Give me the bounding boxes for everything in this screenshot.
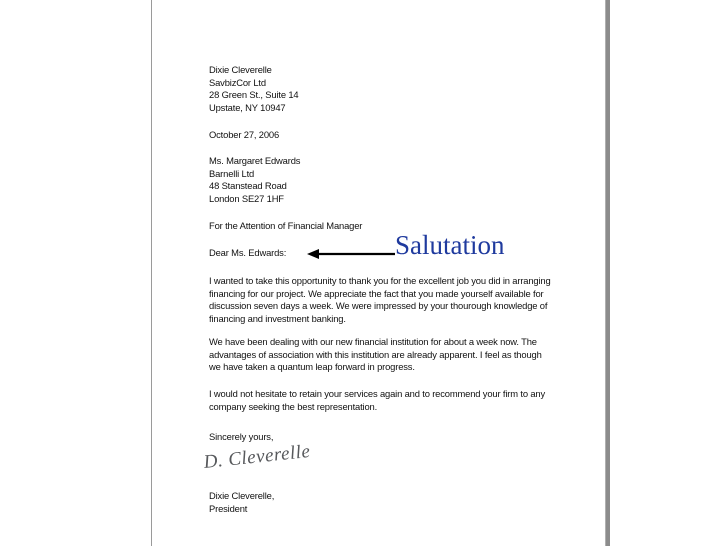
salutation: Dear Ms. Edwards: — [209, 247, 287, 258]
paragraph-line: advantages of association with this institution are already apparent. I feel as though — [209, 348, 542, 360]
paragraph-line: I would not hesitate to retain your services again and to recommend your firm to any — [209, 388, 546, 399]
sender-company: SavbizCor Ltd — [209, 76, 266, 88]
paragraph-line: I wanted to take this opportunity to thank you for the excellent job you did in arranging — [209, 275, 551, 286]
body-paragraph-3 — [209, 388, 545, 413]
signer-name: Dixie Cleverelle, — [209, 490, 275, 501]
recipient-street: 48 Stanstead Road — [209, 180, 287, 192]
signer-block — [209, 490, 274, 515]
body-paragraph-2 — [209, 336, 542, 374]
recipient-address — [209, 155, 300, 205]
letter-date: October 27, 2006 — [209, 129, 280, 140]
arrow-icon — [307, 247, 397, 261]
paragraph-line: financing for our project. We appreciate the fact that you made yourself available for — [209, 287, 544, 299]
recipient-city: London SE27 1HF — [209, 192, 284, 204]
sender-city: Upstate, NY 10947 — [209, 101, 286, 113]
recipient-name: Ms. Margaret Edwards — [209, 155, 301, 166]
recipient-company: Barnelli Ltd — [209, 167, 255, 179]
attention-line: For the Attention of Financial Manager — [209, 220, 363, 231]
paragraph-line: we have taken a quantum leap forward in progress. — [209, 361, 415, 373]
signer-title: President — [209, 502, 248, 514]
body-paragraph-1 — [209, 275, 551, 325]
closing: Sincerely yours, — [209, 431, 274, 442]
signature: D. Cleverelle — [202, 440, 312, 474]
paragraph-line: financing and investment banking. — [209, 312, 346, 324]
paragraph-line: company seeking the best representation. — [209, 400, 378, 412]
paragraph-line: We have been dealing with our new financial institution for about a week now. The — [209, 336, 537, 347]
sender-name: Dixie Cleverelle — [209, 64, 272, 75]
sender-street: 28 Green St., Suite 14 — [209, 89, 299, 101]
sender-address — [209, 64, 298, 114]
paragraph-line: discussion seven days a week. We were impressed by your thourough knowledge of — [209, 300, 548, 312]
salutation-annotation: Salutation — [395, 230, 505, 260]
